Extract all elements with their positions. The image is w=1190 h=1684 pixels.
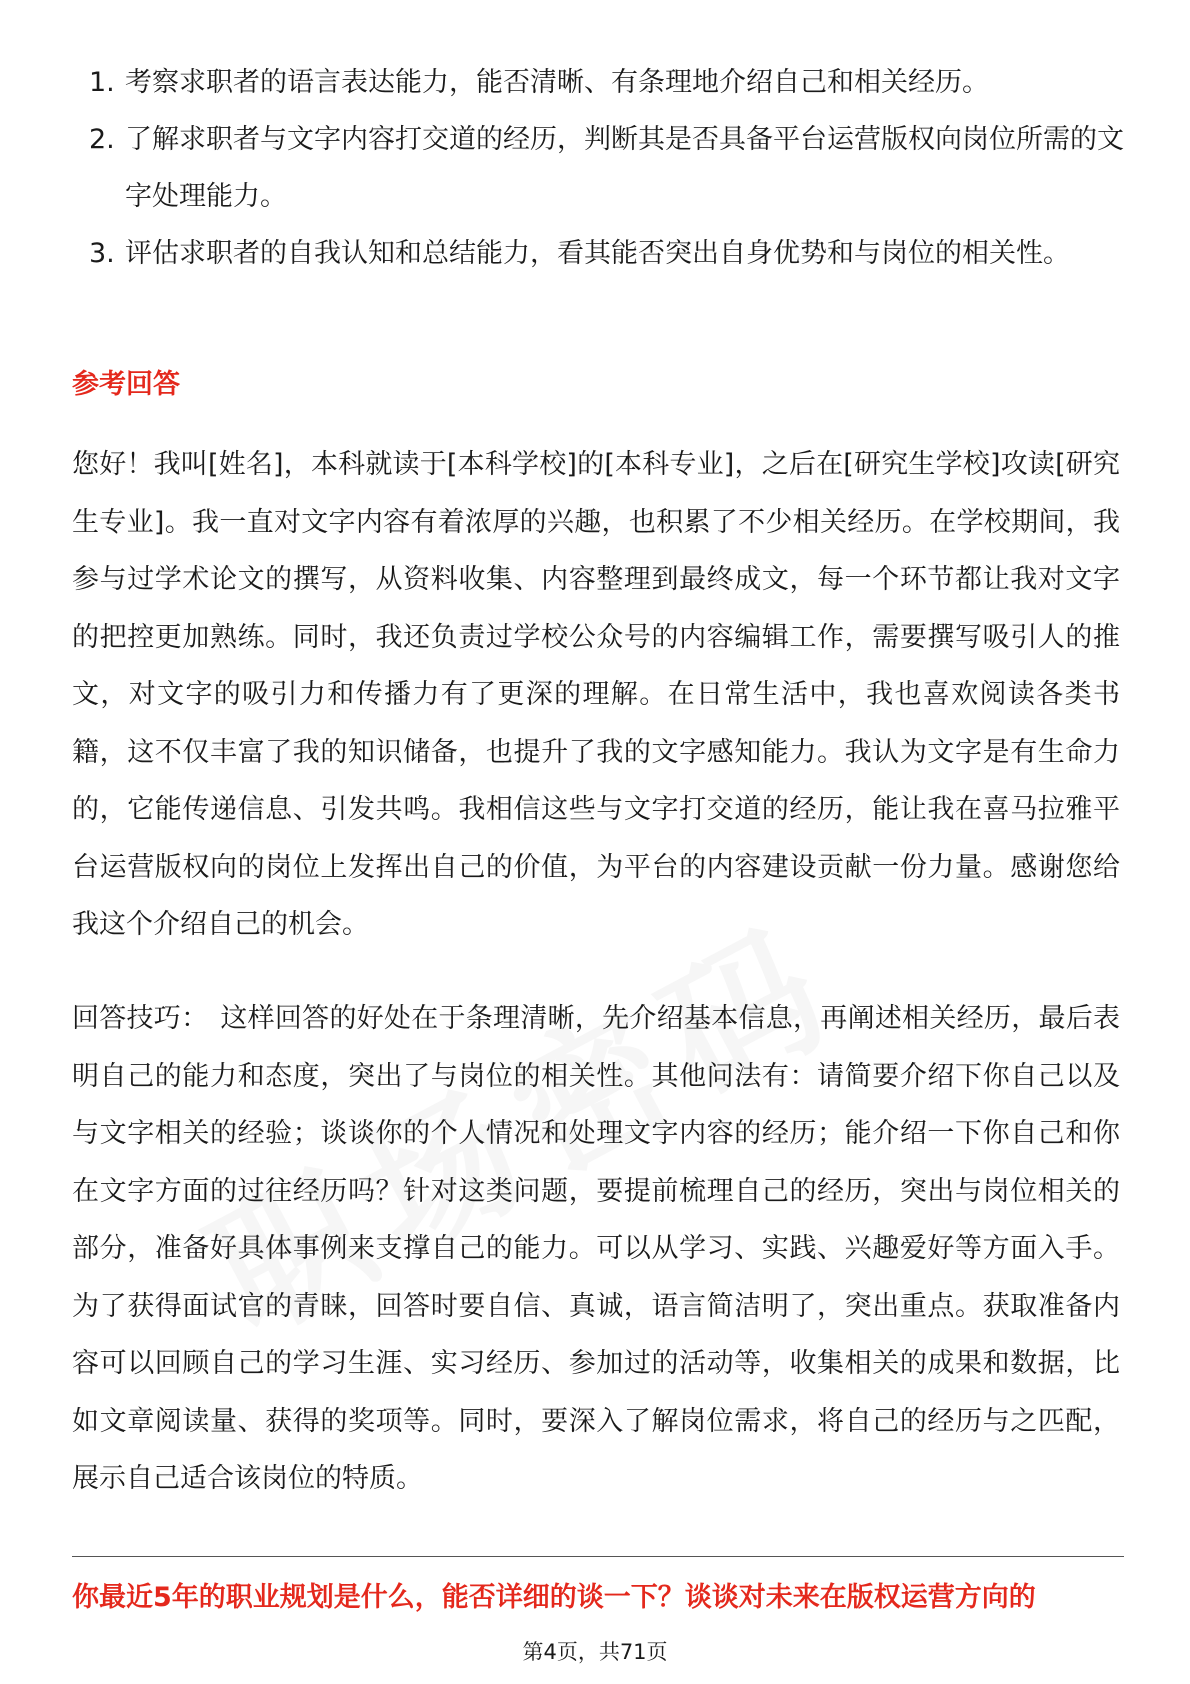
list-item <box>72 111 1132 225</box>
answer-tips-label: 回答技巧： <box>72 1003 209 1034</box>
reference-answer-body: 您好！我叫[姓名]，本科就读于[本科学校]的[本科专业]，之后在[研究生学校]攻读[研究生专业]。我一直对文字内容有着浓厚的兴趣，也积累了不少相关经历。在学校期间，我参与过学术论文的撰写，从资料收集、内容整理到最终成文，每一个环节都让我对文字的把控更加熟练。同时，我还负责过学校公众号的内容编辑工作，需要撰写吸引人的推文，对文字的吸引力和传播力有了更深的理解。在日常生活中，我也喜欢阅读各类书籍，这不仅丰富了我的知识储备，也提升了我的文字感知能力。我认为文字是有生命力的，它能传递信息、引发共鸣。我相信这些与文字打交道的经历，能让我在喜马拉雅平台运营版权向的岗位上发挥出自己的价值，为平台的内容建设贡献一份力量。感谢您给我这个介绍自己的机会。 <box>72 449 1120 940</box>
answer-tips-body: 这样回答的好处在于条理清晰，先介绍基本信息，再阐述相关经历，最后表明自己的能力和态度，突出了与岗位的相关性。其他问法有：请简要介绍下你自己以及与文字相关的经验；谈谈你的个人情况和处理文字内容的经历；能介绍一下你自己和你在文字方面的过往经历吗？针对这类问题，要提前梳理自己的经历，突出与岗位相关的部分，准备好具体事例来支撑自己的能力。可以从学习、实践、兴趣爱好等方面入手。为了获得面试官的青睐，回答时要自信、真诚，语言简洁明了，突出重点。获取准备内容可以回顾自己的学习生涯、实习经历、参加过的活动等，收集相关的成果和数据，比如文章阅读量、获得的奖项等。同时，要深入了解岗位需求，将自己的经历与之匹配，展示自己适合该岗位的特质。 <box>72 1003 1121 1494</box>
list-item <box>72 225 1132 282</box>
list-text: 了解求职者与文字内容打交道的经历，判断其是否具备平台运营版权向岗位所需的文字处理能力。 <box>125 124 1124 212</box>
evaluation-list <box>72 54 1132 282</box>
list-text: 考察求职者的语言表达能力，能否清晰、有条理地介绍自己和相关经历。 <box>125 67 989 98</box>
next-question-heading: 你最近5年的职业规划是什么，能否详细的谈一下？谈谈对未来在版权运营方向的 <box>72 1582 1036 1613</box>
list-number: 1. <box>89 67 115 98</box>
list-item <box>72 54 1132 111</box>
answer-tips-paragraph <box>72 990 1120 1508</box>
list-text: 评估求职者的自我认知和总结能力，看其能否突出自身优势和与岗位的相关性。 <box>125 238 1070 269</box>
reference-answer-heading: 参考回答 <box>72 369 180 400</box>
section-divider <box>72 1556 1124 1557</box>
list-number: 2. <box>89 124 115 155</box>
page-number: 第4页，共71页 <box>522 1640 668 1664</box>
list-number: 3. <box>89 238 115 269</box>
